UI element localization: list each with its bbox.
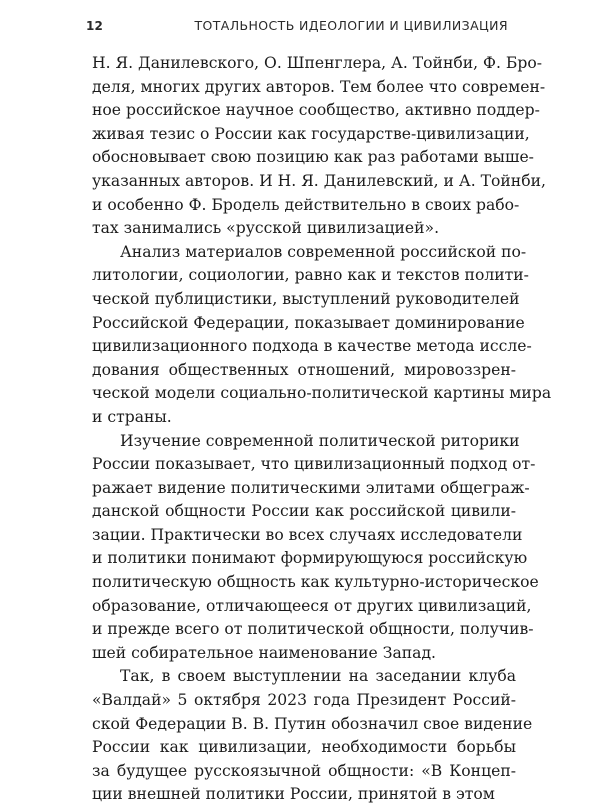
- text-line: данской общности России как российской цивили-: [92, 502, 516, 521]
- text-line: живая тезис о России как государстве-цивилизации,: [92, 124, 530, 143]
- text-line: тах занимались «русской цивилизацией».: [92, 219, 440, 238]
- text-line: дования общественных отношений, мировоззрен-: [92, 360, 516, 379]
- text-line: зации. Практически во всех случаях исследователи: [92, 525, 523, 544]
- paragraph: [92, 241, 552, 430]
- text-line: Изучение современной политической риторики: [120, 431, 520, 450]
- body-text: [92, 52, 552, 807]
- text-line: политическую общность как культурно-историческое: [92, 573, 539, 592]
- text-line: и особенно Ф. Бродель действительно в своих рабо-: [92, 195, 520, 214]
- running-head: [86, 18, 508, 38]
- text-line: Н. Я. Данилевского, О. Шпенглера, А. Тойнби, Ф. Бро-: [92, 54, 542, 72]
- paragraph: [92, 430, 539, 666]
- page-number: 12: [86, 19, 104, 33]
- text-line: обосновывает свою позицию как раз работами выше-: [92, 148, 534, 167]
- paragraph: [92, 52, 546, 241]
- paragraph: [92, 665, 533, 807]
- running-title: ТОТАЛЬНОСТЬ ИДЕОЛОГИИ И ЦИВИЛИЗАЦИЯ: [194, 18, 508, 33]
- text-line: образование, отличающееся от других цивилизаций,: [92, 596, 532, 615]
- text-line: и политики понимают формирующуюся российскую: [92, 549, 528, 568]
- text-line: ской Федерации В. В. Путин обозначил свое видение: [92, 714, 533, 733]
- text-line: Так, в своем выступлении на заседании клуба: [120, 667, 516, 686]
- text-line: ческой публицистики, выступлений руководителей: [92, 289, 520, 308]
- text-line: литологии, социологии, равно как и текстов полити-: [92, 266, 529, 285]
- text-line: Российской Федерации, показывает доминирование: [92, 313, 525, 332]
- text-line: России как цивилизации, необходимости борьбы: [92, 738, 516, 757]
- text-line: и страны.: [92, 407, 172, 426]
- text-line: указанных авторов. И Н. Я. Данилевский, и А. Тойнби,: [92, 171, 546, 190]
- text-line: ное российское научное сообщество, активно поддер-: [92, 101, 540, 120]
- text-line: ражает видение политическими элитами общеграж-: [92, 478, 530, 497]
- text-line: Анализ материалов современной российской по-: [120, 242, 527, 261]
- text-line: цивилизационного подхода в качестве метода иссле-: [92, 337, 532, 356]
- text-line: и прежде всего от политической общности, получив-: [92, 620, 534, 639]
- text-line: России показывает, что цивилизационный подход от-: [92, 455, 536, 474]
- text-line: деля, многих других авторов. Тем более что современ-: [92, 77, 546, 96]
- text-line: ции внешней политики России, принятой в этом: [92, 785, 495, 804]
- text-line: ческой модели социально-политической картины мира: [92, 384, 552, 403]
- text-line: шей собирательное наименование Запад.: [92, 643, 437, 662]
- text-line: «Валдай» 5 октября 2023 года Президент Россий-: [92, 691, 516, 710]
- text-line: за будущее русскоязычной общности: «В Концеп-: [92, 761, 516, 780]
